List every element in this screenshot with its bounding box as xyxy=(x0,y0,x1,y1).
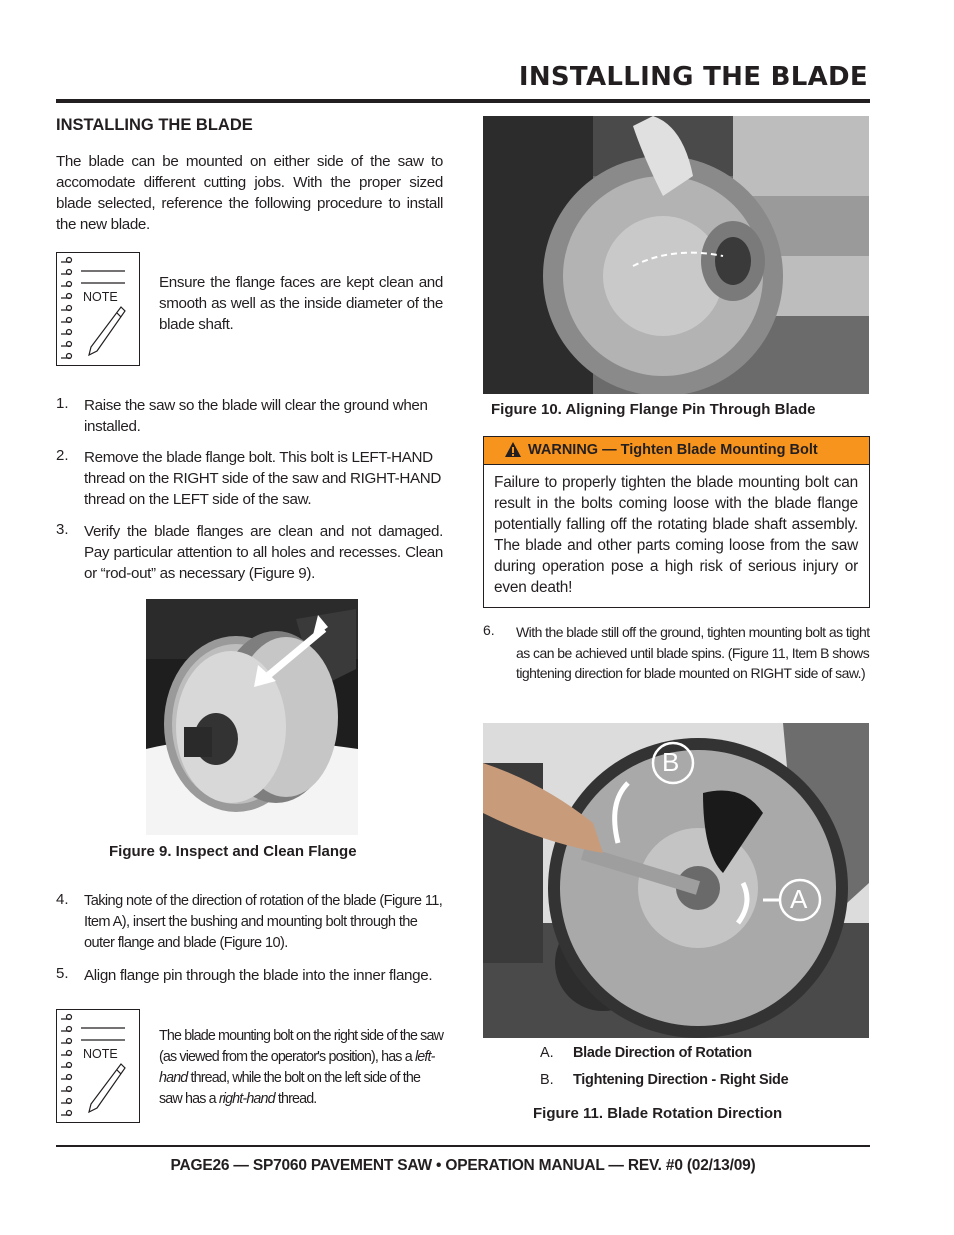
step-text: Verify the blade flanges are clean and not damaged. Pay particular attention to all holes and recesses. Clean or “rod-out” as necessary (Figure 9). xyxy=(84,523,443,582)
section-heading: INSTALLING THE BLADE xyxy=(56,116,253,134)
callout-a: A xyxy=(790,884,808,914)
legend-letter: B. xyxy=(540,1072,554,1088)
step-text: Taking note of the direction of rotation of the blade (Figure 11, Item A), insert the bushing and mounting bolt through the outer flange and blade (Figure 10). xyxy=(84,893,443,951)
intro-paragraph: The blade can be mounted on either side of the saw to accomodate different cutting jobs. With the proper sized blade selected, reference the following procedure to install the new blade. xyxy=(56,153,443,233)
blade-rotation-photo xyxy=(483,723,869,1038)
step-text: With the blade still off the ground, tighten mounting bolt as tight as can be achieved until blade spins. (Figure 11, Item B shows tightening direction for blade mounted on RIGHT side of saw.) xyxy=(516,624,870,681)
step-text: Align flange pin through the blade into the inner flange. xyxy=(84,967,433,984)
step-number: 1. xyxy=(56,395,69,412)
warning-title: WARNING — Tighten Blade Mounting Bolt xyxy=(528,442,818,458)
note-label: NOTE xyxy=(83,1047,118,1061)
warning-text: Failure to properly tighten the blade mounting bolt can result in the bolts coming loose with the blade flange potentially falling off the rotating blade shaft assembly. The blade and other parts coming loose from the saw during operation pose a high risk of serious injury or even death! xyxy=(494,474,858,596)
warning-box xyxy=(483,436,870,608)
figure-caption: Figure 10. Aligning Flange Pin Through Blade xyxy=(491,401,816,418)
step-number: 4. xyxy=(56,891,69,908)
warning-header xyxy=(484,437,869,465)
figure-caption: Figure 11. Blade Rotation Direction xyxy=(533,1105,783,1122)
page-footer: PAGE26 — SP7060 PAVEMENT SAW • OPERATION MANUAL — REV. #0 (02/13/09) xyxy=(170,1157,756,1174)
step-number: 2. xyxy=(56,447,69,464)
legend-text: Tightening Direction - Right Side xyxy=(573,1072,789,1088)
footer-rule xyxy=(56,1145,870,1147)
step-number: 3. xyxy=(56,521,69,538)
step-number: 5. xyxy=(56,965,69,982)
note-label: NOTE xyxy=(83,290,118,304)
step-number: 6. xyxy=(483,622,495,638)
legend-letter: A. xyxy=(540,1045,554,1061)
step-text: Raise the saw so the blade will clear the ground when installed. xyxy=(84,397,428,435)
step-text: Remove the blade flange bolt. This bolt is LEFT-HAND thread on the RIGHT side of the saw and RIGHT-HAND thread on the LEFT side of the saw. xyxy=(84,449,442,508)
note-icon xyxy=(56,1009,140,1123)
page-title: INSTALLING THE BLADE xyxy=(518,62,868,92)
header-rule xyxy=(56,99,870,103)
flange-photo xyxy=(146,599,358,835)
legend-text: Blade Direction of Rotation xyxy=(573,1045,752,1061)
note-text: Ensure the flange faces are kept clean and smooth as well as the inside diameter of the blade shaft. xyxy=(159,274,443,333)
flange-pin-photo xyxy=(483,116,869,394)
note-icon xyxy=(56,252,140,366)
figure-caption: Figure 9. Inspect and Clean Flange xyxy=(109,843,357,860)
callout-b: B xyxy=(662,747,680,777)
warning-icon xyxy=(504,441,522,458)
note-text: The blade mounting bolt on the right side of the saw (as viewed from the operator's position), has a left-hand thread, while the bolt on the left side of the saw has a right-hand thread. xyxy=(159,1028,444,1107)
